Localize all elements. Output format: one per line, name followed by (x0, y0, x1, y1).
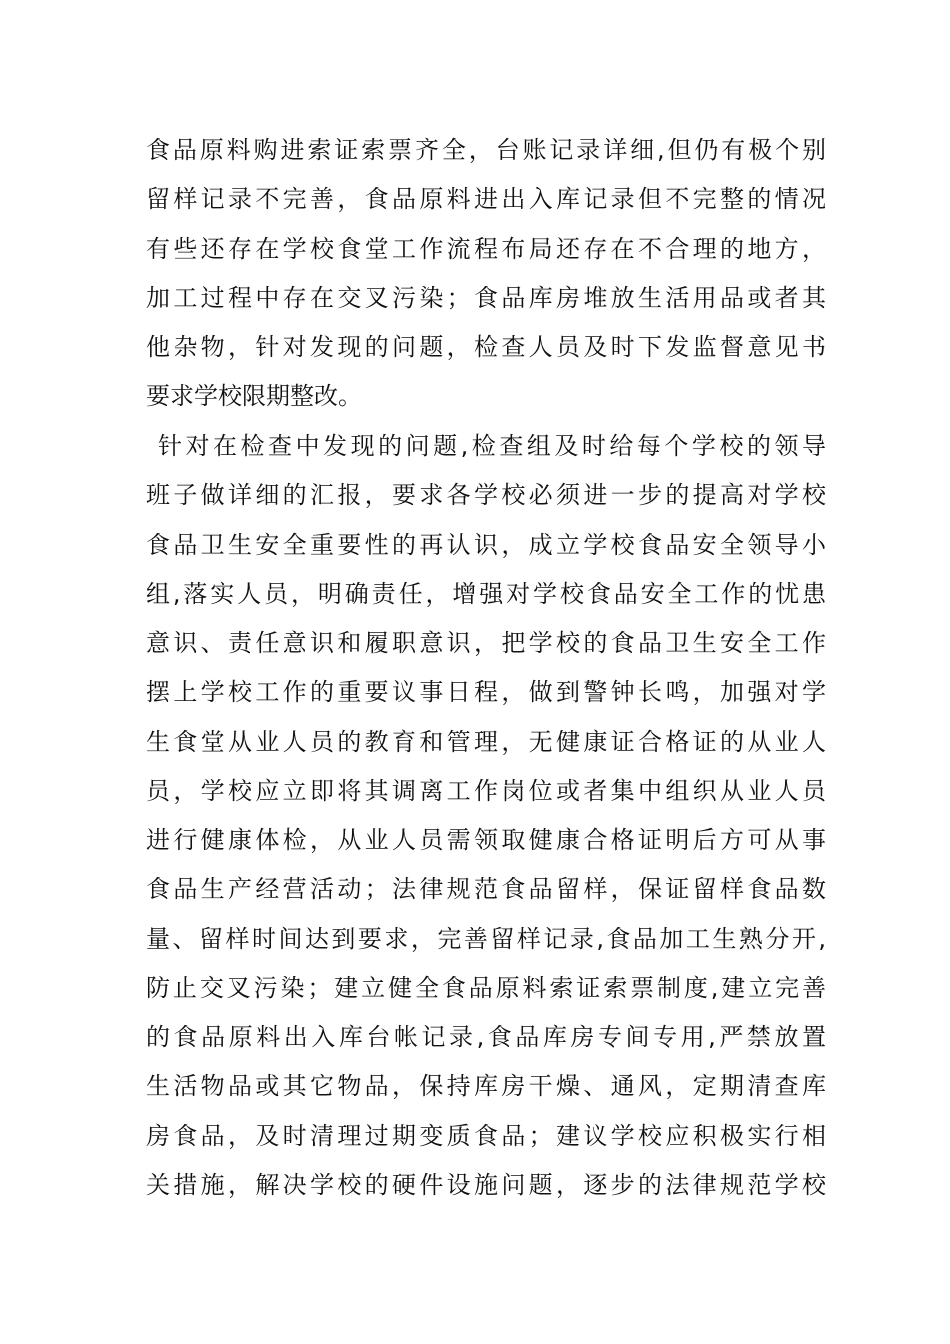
paragraph-2-line-12: 防止交叉污染；建立健全食品原料索证索票制度,建立完善 (146, 973, 826, 1002)
paragraph-2-line-7: 生食堂从业人员的教育和管理，无健康证合格证的从业人 (146, 727, 826, 756)
paragraph-2-line-9: 进行健康体检，从业人员需领取健康合格证明后方可从事 (146, 826, 826, 854)
paragraph-2-line-1: 针对在检查中发现的问题,检查组及时给每个学校的领导 (158, 432, 826, 460)
paragraph-2-line-2: 班子做详细的汇报，要求各学校必须进一步的提高对学校 (146, 481, 826, 510)
paragraph-1-line-4: 加工过程中存在交叉污染；食品库房堆放生活用品或者其 (146, 283, 826, 312)
paragraph-2-line-8: 员，学校应立即将其调离工作岗位或者集中组织从业人员 (146, 776, 826, 805)
paragraph-1-line-6: 要求学校限期整改。 (146, 382, 362, 411)
paragraph-2-line-16: 关措施，解决学校的硬件设施问题，逐步的法律规范学校 (146, 1170, 826, 1199)
paragraph-1-line-5: 他杂物，针对发现的问题，检查人员及时下发监督意见书 (146, 333, 826, 361)
paragraph-1 (146, 126, 826, 422)
paragraph-2 (146, 422, 826, 1210)
paragraph-2-line-3: 食品卫生安全重要性的再认识，成立学校食品安全领导小 (146, 530, 826, 559)
paragraph-2-line-15: 房食品，及时清理过期变质食品；建议学校应积极实行相 (146, 1121, 826, 1150)
paragraph-2-line-4: 组,落实人员，明确责任，增强对学校食品安全工作的忧患 (146, 579, 826, 608)
paragraph-2-line-14: 生活物品或其它物品，保持库房干燥、通风，定期清查库 (146, 1072, 826, 1101)
paragraph-2-line-11: 量、留样时间达到要求，完善留样记录,食品加工生熟分开, (146, 924, 826, 953)
paragraph-1-line-2: 留样记录不完善，食品原料进出入库记录但不完整的情况 (146, 185, 826, 214)
paragraph-2-line-10: 食品生产经营活动；法律规范食品留样，保证留样食品数 (146, 875, 826, 904)
paragraph-2-line-13: 的食品原料出入库台帐记录,食品库房专间专用,严禁放置 (146, 1023, 826, 1051)
paragraph-1-line-3: 有些还存在学校食堂工作流程布局还存在不合理的地方， (146, 234, 826, 263)
paragraph-2-line-5: 意识、责任意识和履职意识，把学校的食品卫生安全工作 (146, 629, 826, 657)
paragraph-2-line-6: 摆上学校工作的重要议事日程，做到警钟长鸣，加强对学 (146, 678, 826, 707)
paragraph-1-line-1: 食品原料购进索证索票齐全，台账记录详细,但仍有极个别 (146, 136, 826, 164)
